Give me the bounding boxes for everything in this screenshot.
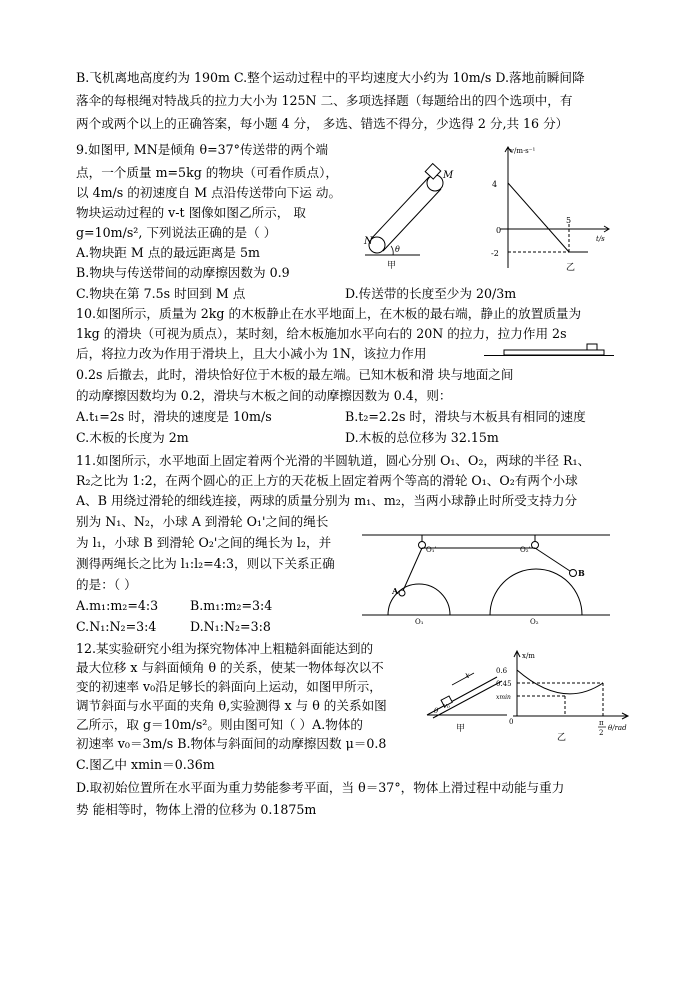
q10-option-b: B.t₂=2.2s 时，滑块与木板具有相同的速度: [345, 409, 586, 424]
q11-stem-2: R₂之比为 1:2，在两个圆心的正上方的天花板上固定着两个等高的滑轮 O₁、O₂有两个小球: [76, 473, 578, 488]
intro-line-1: B.飞机离地高度约为 190m C.整个运动过程中的平均速度大小约为 10m/s D.落地前瞬间降: [76, 70, 585, 85]
conveyor-belt-figure: [355, 160, 460, 270]
q9-option-c: C.物块在第 7.5s 时回到 M 点: [76, 286, 246, 301]
axis-x-label: x/m: [522, 652, 535, 660]
tick-pi: π: [599, 719, 604, 727]
tick-two: 2: [599, 729, 604, 737]
semicircle-figure: [360, 528, 612, 628]
label-o2: O₂: [530, 618, 539, 626]
label-yi: 乙: [566, 263, 576, 273]
q11-option-b: B.m₁:m₂=3:4: [190, 598, 273, 613]
label-b: B: [578, 568, 585, 578]
label-yi: 乙: [557, 733, 567, 743]
q10-option-a: A.t₁=2s 时，滑块的速度是 10m/s: [76, 409, 272, 424]
ball-b: [570, 570, 577, 577]
q9-stem-4: 物块运动过程的 v-t 图像如图乙所示， 取: [76, 205, 306, 220]
q10-option-d: D.木板的总位移为 32.15m: [345, 430, 499, 445]
q12-stem-5: 乙所示，取 g＝10m/s²。则由图可知（ ）A.物体的: [76, 717, 363, 732]
axis-theta-label: θ/rad: [608, 724, 627, 732]
tick-0: 0: [496, 226, 502, 235]
label-jia: 甲: [456, 724, 466, 734]
q12-stem-2: 最大位移 x 与斜面倾角 θ 的关系，使某一物体每次以不: [76, 660, 384, 675]
ball-a: [399, 590, 405, 596]
q9-stem-5: g=10m/s², 下列说法正确的是（ ）: [76, 225, 277, 240]
q9-stem-1: 9.如图甲, MN是倾角 θ=37°传送带的两个端: [76, 142, 329, 157]
q9-option-a: A.物块距 M 点的最远距离是 5m: [76, 245, 260, 260]
tick-045: 0.45: [496, 680, 512, 688]
q11-stem-6: 测得两绳长之比为 l₁:l₂=4:3，则以下关系正确: [76, 556, 335, 571]
label-jia: 甲: [387, 261, 397, 270]
q11-stem-7: 的是：（ ）: [76, 577, 137, 592]
q10-stem-4: 0.2s 后撤去，此时，滑块恰好位于木板的最左端。已知木板和滑 块与地面之间: [76, 367, 514, 382]
q9-stem-3: 以 4m/s 的初速度自 M 点沿传送带向下运 动。: [76, 185, 342, 200]
tick-neg2: -2: [491, 249, 499, 258]
label-o2p: O₂': [520, 546, 531, 554]
conveyor-belt: [369, 175, 443, 253]
semicircle-o2: [490, 569, 582, 615]
q12-stem-4: 调节斜面与水平面的夹角 θ,实验测得 x 与 θ 的关系如图: [76, 698, 387, 713]
pulley-o1: [419, 542, 426, 549]
q12-stem-6: 初速率 v₀＝3m/s B.物体与斜面间的动摩擦因数 μ＝0.8: [76, 736, 387, 751]
q10-option-c: C.木板的长度为 2m: [76, 430, 189, 445]
axis-t-label: t/s: [596, 235, 605, 243]
intro-line-2: 落伞的每根绳对特战兵的拉力大小为 125N 二、多项选择题（每题给出的四个选项中，有: [76, 93, 573, 108]
axis-v-label: v/m·s⁻¹: [510, 147, 536, 155]
vt-graph: [478, 143, 618, 273]
x-theta-curve: [517, 670, 603, 694]
q10-stem-3: 后，将拉力改为作用于滑块上，且大小减小为 1N，该拉力作用: [76, 346, 427, 361]
label-n: N: [364, 236, 373, 247]
q11-stem-5: 为 l₁，小球 B 到滑轮 O₂'之间的绳长为 l₂，并: [76, 535, 332, 550]
q12-stem-7: C.图乙中 xmin＝0.36m: [76, 757, 215, 772]
q10-stem-5: 的动摩擦因数均为 0.2，滑块与木板之间的动摩擦因数为 0.4，则：: [76, 388, 452, 403]
q9-stem-2: 点，一个质量 m=5kg 的物块（可看作质点），: [76, 165, 338, 180]
q12-stem-1: 12.某实验研究小组为探究物体冲上粗糙斜面能达到的: [76, 641, 374, 656]
q11-option-d: D.N₁:N₂=3:8: [190, 619, 271, 634]
pulley-o2: [532, 542, 539, 549]
q12-stem-3: 变的初速率 v₀沿足够长的斜面向上运动，如图甲所示，: [76, 679, 382, 694]
q11-stem-4: 别为 N₁、N₂，小球 A 到滑轮 O₁'之间的绳长: [76, 514, 329, 529]
string-a: [402, 548, 422, 593]
board-figure: [484, 343, 614, 361]
q10-stem-2: 1kg 的滑块（可视为质点），某时刻，给木板施加水平向右的 20N 的拉力，拉力作用 2s: [76, 326, 567, 341]
board: [504, 350, 604, 355]
x-theta-graph: [495, 648, 635, 743]
intro-line-3: 两个或两个以上的正确答案，每小题 4 分， 多选、错选不得分，少选得 2 分,共 16 分）: [76, 116, 569, 131]
slider-block: [587, 344, 597, 350]
tick-06: 0.6: [496, 667, 508, 675]
q11-option-a: A.m₁:m₂=4:3: [76, 598, 159, 613]
velocity-line: [508, 183, 572, 252]
q9-option-d: D.传送带的长度至少为 20/3m: [345, 286, 517, 301]
tick-4: 4: [492, 180, 498, 189]
label-o1: O₁: [415, 618, 424, 626]
q11-stem-3: A、B 用绕过滑轮的细线连接，两球的质量分别为 m₁、m₂，当两小球静止时所受支持力分: [76, 493, 578, 508]
q12-stem-8: D.取初始位置所在水平面为重力势能参考平面，当 θ＝37°，物体上滑过程中动能与重力: [76, 780, 565, 795]
tick-zero: 0: [509, 718, 514, 726]
block: [425, 164, 441, 180]
q11-option-c: C.N₁:N₂=3:4: [76, 619, 157, 634]
q9-option-b: B.物块与传送带间的动摩擦因数为 0.9: [76, 265, 290, 280]
label-o1p: O₁': [426, 546, 437, 554]
label-m: M: [443, 170, 454, 181]
q10-stem-1: 10.如图所示，质量为 2kg 的木板静止在水平地面上，在木板的最右端，静止的放置质量为: [76, 306, 582, 321]
label-a: A: [392, 586, 399, 596]
q12-stem-9: 势 能相等时，物体上滑的位移为 0.1875m: [76, 802, 317, 817]
q11-stem-1: 11.如图所示，水平地面上固定着两个光滑的半圆轨道，圆心分别 O₁、O₂，两球的半径 R₁、: [76, 453, 591, 468]
label-theta: θ: [434, 707, 439, 715]
tick-5: 5: [566, 216, 572, 225]
label-theta: θ: [395, 245, 400, 254]
label-x: x: [465, 671, 470, 680]
label-v0: v₀: [443, 702, 450, 710]
tick-xmin: xmin: [496, 694, 511, 701]
